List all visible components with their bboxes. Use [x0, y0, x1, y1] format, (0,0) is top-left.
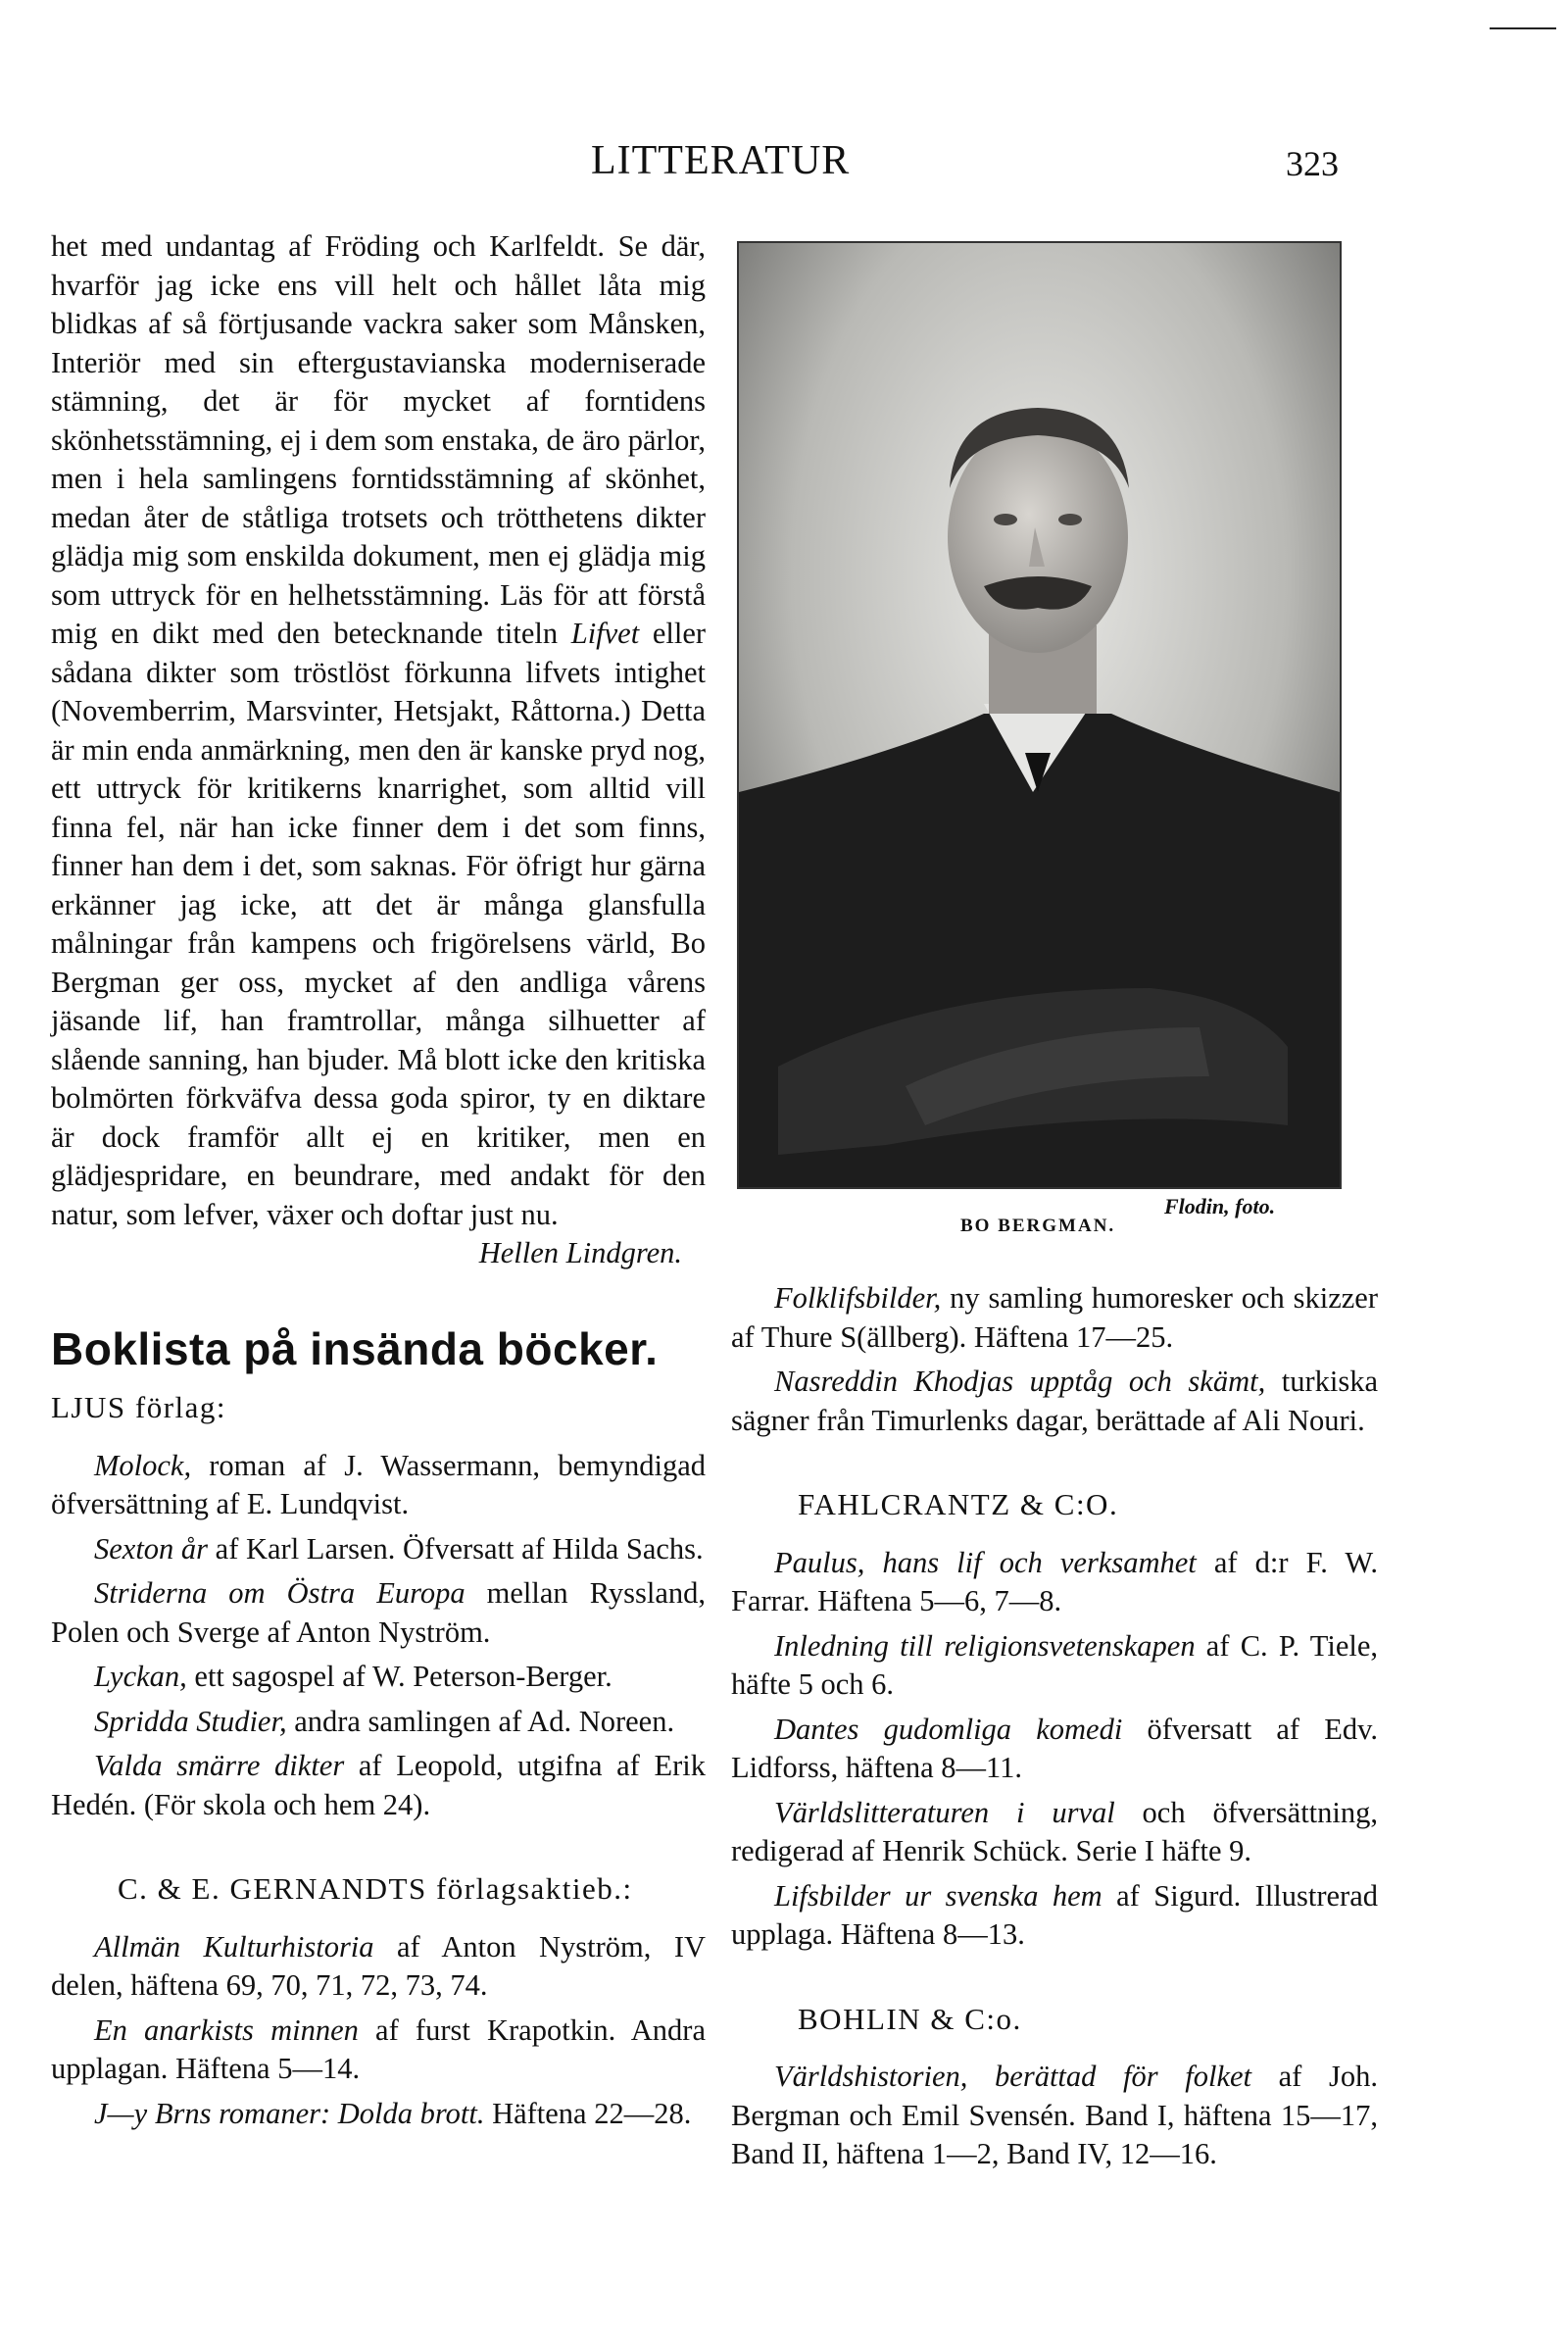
book-details: af furst Krapotkin. Andra upplagan. Häftena 5—14. [51, 2013, 707, 2085]
book-title: J—y Brns romaner: Dolda brott. [94, 2096, 485, 2130]
book-entry [51, 1658, 706, 1697]
photo-credit: Flodin, foto. [1164, 1194, 1276, 1218]
book-entry [51, 1530, 706, 1569]
booklist-heading: Boklista på insända böcker. [51, 1322, 659, 1374]
book-entry [51, 1447, 706, 1524]
book-details: mellan Ryssland, Polen och Sverge af Anton Nyström. [51, 1576, 706, 1649]
review-signature: Hellen Lindgren. [478, 1236, 682, 1269]
book-entry [731, 1363, 1378, 1440]
book-details: andra samlingen af Ad. Noreen. [286, 1704, 675, 1738]
portrait-illustration [739, 243, 1340, 1187]
book-details: af Leopold, utgifna af Erik Hedén. (För skola och hem 24). [51, 1749, 706, 1821]
book-details: af d:r F. W. Farrar. Häftena 5—6, 7—8. [731, 1545, 1378, 1617]
publisher-heading: BOHLIN & C:o. [798, 2001, 1022, 2036]
running-head [0, 137, 1568, 186]
book-details: Häftena 22—28. [484, 2096, 692, 2130]
publisher-heading: C. & E. GERNANDTS förlagsaktieb.: [118, 1871, 633, 1906]
book-title: En anarkists minnen [94, 2013, 359, 2047]
book-details: turkiska sägner från Timurlenks dagar, berättade af Ali Nouri. [731, 1365, 1378, 1437]
book-title: Världshistorien, berättad för folket [774, 2060, 1252, 2093]
book-details: och öfversättning, redigerad af Henrik Schück. Serie I häfte 9. [731, 1795, 1378, 1867]
publisher-heading: FAHLCRANTZ & C:O. [798, 1487, 1119, 1521]
page-number: 323 [1286, 144, 1339, 183]
photo-caption: BO BERGMAN. [960, 1216, 1116, 1236]
book-details: öfversatt af Edv. Lidforss, häftena 8—11. [731, 1712, 1378, 1784]
book-entry [51, 1703, 706, 1742]
book-title: Nasreddin Khodjas upptåg och skämt, [774, 1365, 1266, 1398]
book-entry [51, 1747, 706, 1824]
portrait-photo [737, 241, 1342, 1189]
book-title: Lifsbilder ur svenska hem [774, 1878, 1102, 1913]
publisher-heading: LJUS förlag: [51, 1390, 227, 1424]
book-entry [731, 1627, 1378, 1705]
book-title: Sexton år [94, 1531, 209, 1566]
book-entry [51, 2012, 706, 2089]
book-title: Folklifsbilder, [774, 1281, 942, 1315]
corner-rule [1490, 27, 1556, 29]
book-entry [731, 2058, 1378, 2174]
book-details: ny samling humoresker och skizzer af Thure S(ällberg). Häftena 17—25. [731, 1281, 1378, 1354]
book-title: Striderna om Östra Europa [94, 1576, 466, 1610]
book-title: Spridda Studier, [94, 1704, 287, 1738]
book-title: Inledning till religionsvetenskapen [774, 1628, 1196, 1663]
book-entry [51, 1574, 706, 1652]
book-entry [51, 1928, 706, 2006]
book-entry [731, 1794, 1378, 1871]
book-details: ett sagospel af W. Peterson-Berger. [186, 1660, 612, 1693]
book-details: roman af J. Wassermann, bemyndigad öfversättning af E. Lundqvist. [51, 1448, 706, 1520]
book-entry [731, 1279, 1378, 1357]
book-entry [731, 1711, 1378, 1788]
book-details: af Karl Larsen. Öfversatt af Hilda Sachs. [208, 1531, 704, 1566]
book-details: af Sigurd. Illustrerad upplaga. Häftena 8—13. [731, 1878, 1379, 1951]
left-column [51, 227, 706, 2139]
book-title: Dantes gudomliga komedi [774, 1712, 1123, 1746]
book-details: af Anton Nyström, IV delen, häftena 69, 70, 71, 72, 73, 74. [51, 1929, 707, 2002]
review-italic-title: Lifvet [570, 617, 640, 650]
right-column [731, 1279, 1378, 2180]
book-entry [731, 1544, 1378, 1621]
book-title: Molock, [94, 1448, 192, 1482]
book-title: Valda smärre dikter [94, 1749, 345, 1782]
running-title: LITTERATUR [591, 138, 851, 183]
book-entry [51, 2095, 706, 2134]
book-title: Paulus, hans lif och verksamhet [774, 1545, 1197, 1579]
book-title: Lyckan, [94, 1660, 187, 1693]
book-details: af Joh. Bergman och Emil Svensén. Band I, häftena 15—17, Band II, häftena 1—2, Band IV, 12—16. [731, 2060, 1378, 2170]
book-title: Världslitteraturen i urval [774, 1795, 1115, 1829]
review-text-continued: eller sådana dikter som tröstlöst förkunna lifvets intighet (Novemberrim, Marsvinter, Hetsjakt, Råttorna.) Detta är min enda anmärkning, men den är kanske pryd nog, ett uttryck för kritikerns knarrighet, som alltid vill finna fel, när han icke finner dem i det som finns, finner han dem i det, som saknas. För öfrigt hur gärna erkänner jag icke, att det är många glansfulla målningar från kampens och frigörelsens värld, Bo Bergman ger oss, mycket af den andliga vårens jäsande lif, han framtrollar, många silhuetter af slående sanning, han bjuder. Må blott icke den kritiska bolmörten förkväfva dessa goda spiror, ty en diktare är dock framför allt ej en kritiker, men en glädjespridare, en beundrare, med andakt för den natur, som lefver, växer och doftar just nu. [51, 617, 707, 1231]
review-text: het med undantag af Fröding och Karlfeldt. Se där, hvarför jag icke ens vill helt och hållet låta mig blidkas af så förtjusande vackra saker som Månsken, Interiör med sin eftergustavianska moderniserade stämning, det är för mycket af forntidens skönhetsstämning, ej i dem som enstaka, de äro pärlor, men i hela samlingens forntidsstämning af skönhet, medan åter de ståtliga trotsets och trötthetens dikter glädja mig som enskilda dokument, men ej glädja mig som uttryck för en helhetsstämning. Läs för att förstå mig en dikt med den betecknande titeln [51, 229, 706, 650]
book-details: af C. P. Tiele, häfte 5 och 6. [731, 1628, 1378, 1701]
review-paragraph [51, 227, 706, 1234]
book-title: Allmän Kulturhistoria [94, 1929, 374, 1963]
book-entry [731, 1877, 1378, 1955]
